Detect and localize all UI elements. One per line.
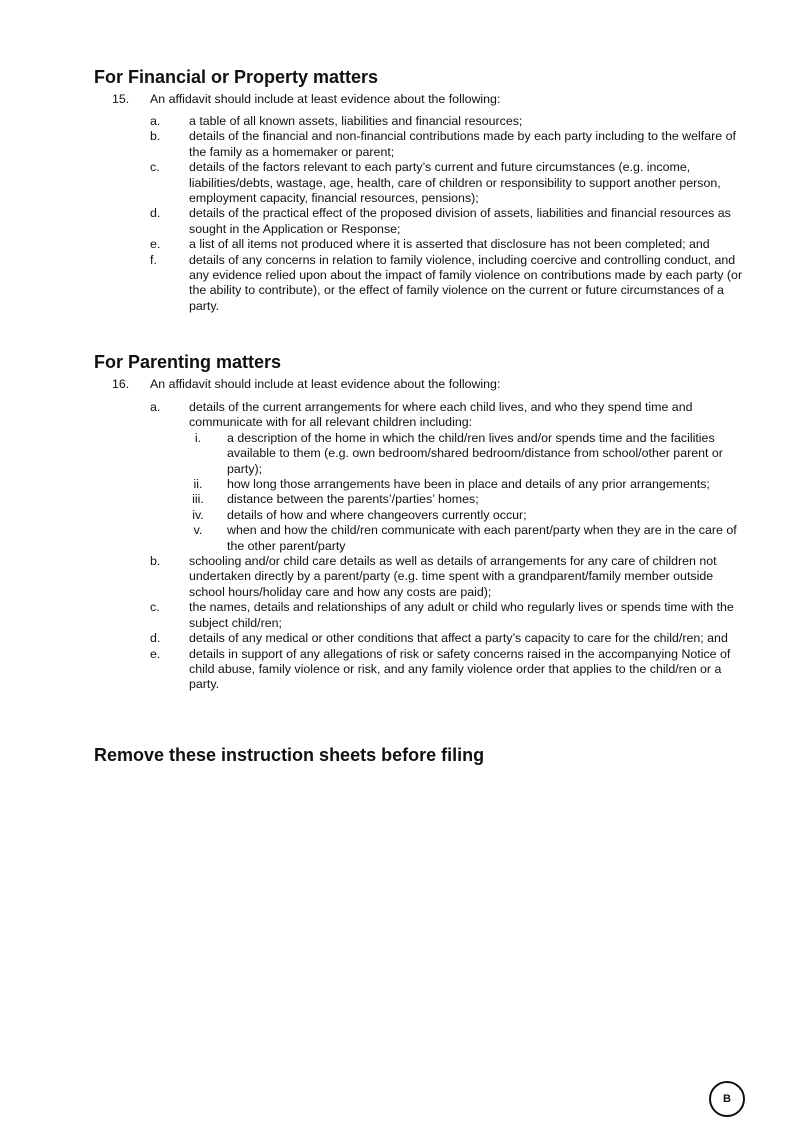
item-label: c. <box>150 160 160 175</box>
sub-item-text: details of how and where changeovers currently occur; <box>227 507 527 522</box>
sub-item-label: v. <box>193 523 203 538</box>
financial-list <box>150 114 750 314</box>
item-label: b. <box>150 129 161 144</box>
item-label: a. <box>150 114 161 128</box>
sub-item <box>189 492 750 507</box>
list-item <box>150 631 750 646</box>
sub-item-text: distance between the parents’/parties’ homes; <box>227 492 479 507</box>
list-item <box>150 600 750 631</box>
sub-item <box>189 431 750 477</box>
list-item <box>150 160 750 206</box>
sub-item-label: i. <box>194 430 202 445</box>
closing-heading: Remove these instruction sheets before filing <box>94 745 485 765</box>
item-text: details of the factors relevant to each party’s current and future circumstances (e.g. income, liabilities/debts, wastage, age, health, care of children or responsibility to support another person, employment capacity, financial resources, pensions); <box>189 160 721 206</box>
item-label: b. <box>150 554 161 569</box>
sub-item-label: iv. <box>192 507 204 522</box>
sub-item-text: when and how the child/ren communicate with each parent/party when they are in the care of the other parent/party <box>227 523 737 553</box>
list-item <box>150 554 750 600</box>
item-label: a. <box>150 400 161 414</box>
item-text: details in support of any allegations of risk or safety concerns raised in the accompanying Notice of child abuse, family violence or risk, and any family violence order that applies to the child/ren or a party. <box>189 646 731 692</box>
list-item <box>150 237 750 252</box>
page-badge: B <box>709 1081 745 1117</box>
item-label: d. <box>150 631 161 646</box>
paragraph-intro: An affidavit should include at least evidence about the following: <box>150 377 501 391</box>
list-item <box>150 129 750 160</box>
paragraph-number: 16. <box>112 377 130 391</box>
list-item <box>150 400 750 554</box>
item-text: details of the financial and non-financial contributions made by each party including to the welfare of the family as a homemaker or parent; <box>189 129 736 159</box>
sub-item-label: ii. <box>193 477 203 492</box>
item-text: details of any medical or other conditions that affect a party’s capacity to care for the child/ren; and <box>189 631 728 646</box>
item-label: f. <box>150 252 157 267</box>
item-label: e. <box>150 237 161 252</box>
sub-item <box>189 477 750 492</box>
paragraph-number: 15. <box>112 92 130 106</box>
parenting-heading: For Parenting matters <box>94 352 282 372</box>
sub-item-label: iii. <box>192 492 204 507</box>
item-text: details of the practical effect of the proposed division of assets, liabilities and financial resources as sought in the Application or Response; <box>189 206 731 236</box>
item-label: e. <box>150 646 161 661</box>
list-item <box>150 253 750 315</box>
list-item <box>150 647 750 693</box>
item-text: details of any concerns in relation to family violence, including coercive and controlling conduct, and any evidence relied upon about the impact of family violence on contributions made by each party (or the ability to contribute), or the effect of family violence on the current or future circumstances of a party. <box>189 252 743 313</box>
item-text: schooling and/or child care details as well as details of arrangements for any care of children not undertaken directly by a parent/party (e.g. time spent with a grandparent/family member outside school hours/holiday care and how any costs are paid); <box>189 554 717 599</box>
item-label: c. <box>150 600 160 615</box>
list-item <box>150 114 750 129</box>
item-text: details of the current arrangements for where each child lives, and who they spend time and communicate with for all relevant children including: <box>189 400 693 430</box>
item-text: a table of all known assets, liabilities and financial resources; <box>189 114 523 128</box>
parenting-list <box>150 400 750 693</box>
financial-heading: For Financial or Property matters <box>94 67 379 87</box>
sub-item <box>189 523 750 554</box>
sub-item-text: how long those arrangements have been in place and details of any prior arrangements; <box>227 477 710 492</box>
item-label: d. <box>150 206 161 221</box>
sub-item <box>189 508 750 523</box>
item-text: a list of all items not produced where it is asserted that disclosure has not been completed; and <box>189 237 710 252</box>
item-text: the names, details and relationships of any adult or child who regularly lives or spends time with the subject child/ren; <box>189 600 734 630</box>
list-item <box>150 206 750 237</box>
sub-item-text: a description of the home in which the child/ren lives and/or spends time and the facilities available to them (e.g. own bedroom/shared bedroom/distance from school/other parent or party); <box>227 430 723 476</box>
paragraph-intro: An affidavit should include at least evidence about the following: <box>150 92 501 106</box>
